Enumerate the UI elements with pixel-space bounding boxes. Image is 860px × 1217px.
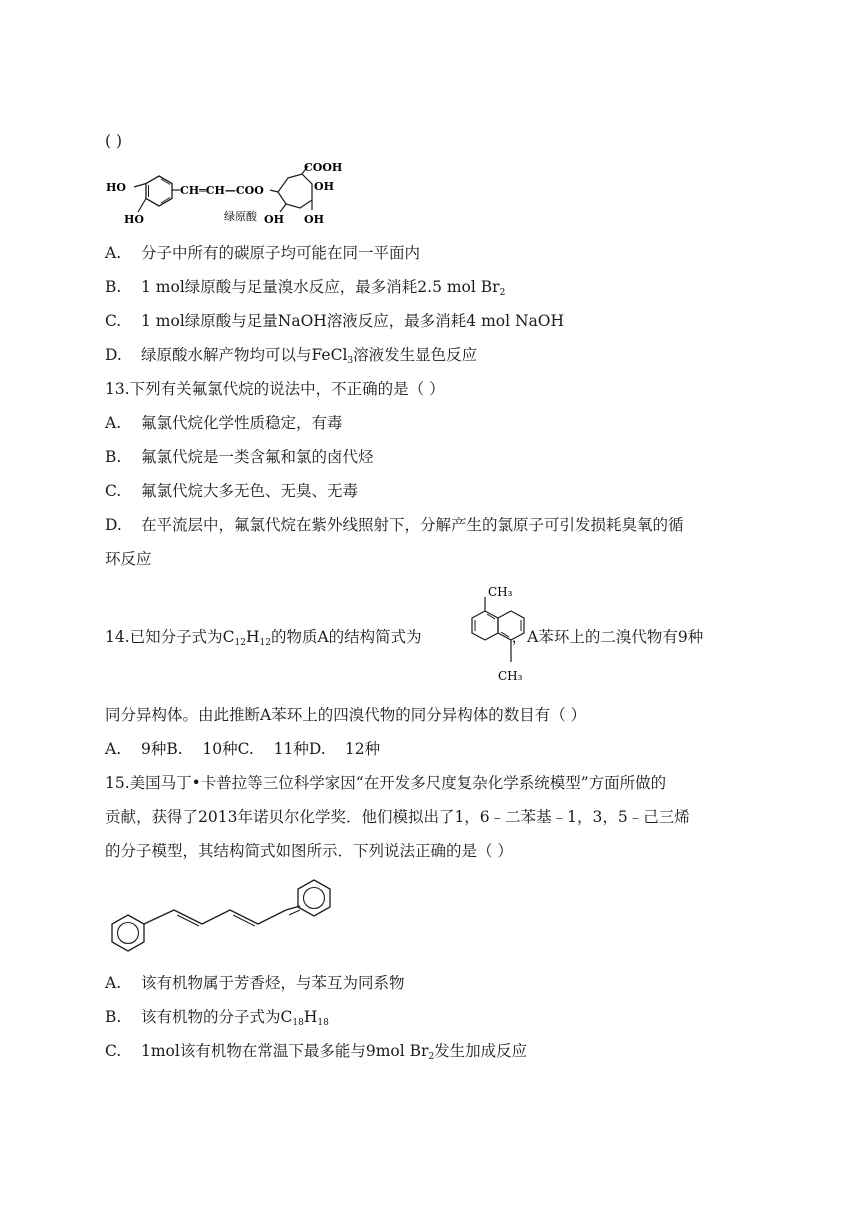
answer-paren: ( ) [105,132,123,150]
q12-option-a: A. 分子中所有的碳原子均可能在同一平面内 [105,244,421,262]
q14-options [105,739,380,759]
q12-option-c: C. 1 mol绿原酸与足量NaOH溶液反应，最多消耗4 mol NaOH [105,312,565,330]
q13-option-b: B. 氟氯代烷是一类含氟和氯的卤代烃 [105,448,374,466]
q13-option-d: D. 在平流层中，氟氯代烷在紫外线照射下，分解产生的氯原子可引发损耗臭氧的循 [105,516,684,534]
q15-option-b: B. 该有机物的分子式为$C_{18}H_{18}$ [105,1008,329,1028]
q14-option-b: B. 10种 [166,740,238,758]
oh-label-a: OH [314,180,334,193]
q13-stem: 13.下列有关氟氯代烷的说法中，不正确的是（ ） [105,380,445,398]
q15-stem-line3: 的分子模型，其结构简式如图所示．下列说法正确的是（ ） [105,842,513,860]
q14-stem-line2: 同分异构体。由此推断A苯环上的四溴代物的同分异构体的数目有（ ） [105,706,587,724]
q13-option-d-cont: 环反应 [105,550,152,568]
oh-label-c: OH [304,213,324,226]
ho-label-1: HO [106,181,126,194]
q13-option-c: C. 氟氯代烷大多无色、无臭、无毒 [105,482,359,500]
ch3-top-label: CH₃ [488,585,513,599]
ch3-bottom-label: CH₃ [498,669,523,683]
diphenylhexatriene-structure [104,870,340,960]
oh-label-b: OH [264,213,284,226]
cooh-label: COOH [304,161,343,174]
dimethylnaphthalene-structure [452,582,532,692]
q14-option-c: C. 11种 [237,740,309,758]
chain-label: CH═CH—COO [180,184,264,197]
q14-option-a: A. 9种 [105,740,167,758]
q13-option-a: A. 氟氯代烷化学性质稳定，有毒 [105,414,343,432]
q12-option-d: D. 绿原酸水解产物均可以与FeCl$_3$溶液发生显色反应 [105,346,478,366]
q12-option-b: B. 1 mol绿原酸与足量溴水反应，最多消耗2.5 mol $Br_2$ [105,278,506,298]
q15-option-a: A. 该有机物属于芳香烃，与苯互为同系物 [105,974,405,992]
q14-option-d: D. 12种 [308,740,381,758]
q15-stem-line1: 15.美国马丁•卡普拉等三位科学家因“在开发多尺度复杂化学系统模型”方面所做的 [105,774,667,792]
ho-label-2: HO [124,213,144,226]
compound-name: 绿原酸 [224,210,257,223]
chlorogenic-acid-structure [104,160,364,232]
q14-stem: 14.已知分子式为$C_{12}H_{12}$的物质A的结构简式为 ，A苯环上的二溴代物有9种 [105,628,704,648]
q15-option-c: C. 1mol该有机物在常温下最多能与9mol $Br_2$发生加成反应 [105,1042,528,1062]
q15-stem-line2: 贡献，获得了2013年诺贝尔化学奖．他们模拟出了1，6﹣二苯基﹣1，3，5﹣己三烯 [105,808,690,826]
